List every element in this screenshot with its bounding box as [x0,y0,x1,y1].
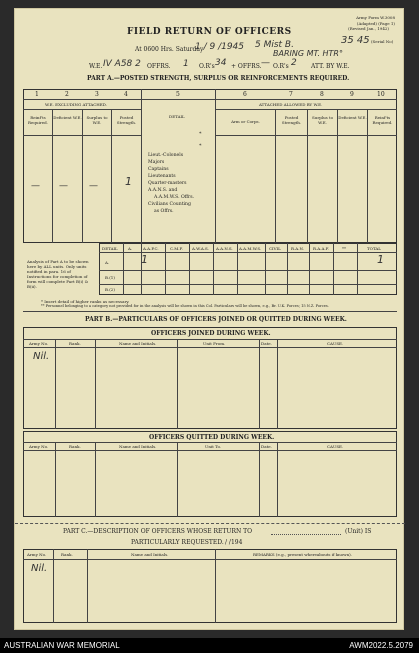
we-excluding-label: W.E. EXCLUDING ATTACHED. [45,102,108,107]
form-ref: Army Form W.3008 [356,15,395,20]
part-c-col-remarks: REMARKS (e.g., present whereabouts if known). [253,552,352,557]
footer-accession: AWM2022.5.2079 [349,641,413,650]
ors-label: O.R's [199,63,215,70]
col-num-3: 3 [95,91,99,98]
plus-offrs-label: + OFFRS. [231,63,262,70]
analysis-col-total: TOTAL [367,246,381,251]
ors2-hw: 2 [291,58,297,68]
footer-source: AUSTRALIAN WAR MEMORIAL [4,641,120,650]
analysis-head: DETAIL [102,246,118,251]
att-label: ATT. BY W.E. [311,63,350,70]
form-note-2: (Revised Jan., 1942) [348,26,389,31]
part-c-col-army-no: Army No. [27,552,47,557]
rank-captains: Captains [148,167,169,172]
ors-hw: 34 [215,58,227,68]
quitted-col-cause: CAUSE. [327,444,344,449]
col-num-10: 10 [377,91,385,98]
part-c-title-unit: (Unit) IS [345,528,372,535]
rank-aamws: A.A.M.W.S. Offrs. [154,195,195,200]
part-b-title: PART B.—PARTICULARS OF OFFICERS JOINED OR QUITTED DURING WEEK. [85,316,347,323]
col-num-8: 8 [320,91,324,98]
part-a-title: PART A.—POSTED STRENGTH, SURPLUS OR REINFORCEMENTS REQUIRED. [87,75,350,82]
quitted-col-date: Date. [261,444,272,449]
part-c-date: / /194 [225,539,243,546]
ors2-label: O.R's [273,63,289,70]
col-num-4: 4 [124,91,128,98]
serial-label: (Serial No) [371,39,394,44]
dash-surplus: — [89,181,98,191]
offrs-label: OFFRS. [147,63,171,70]
we-hw: IV A58 2 [103,59,141,69]
form-page: Army Form W.3008 (Adapted) (Page 1) (Revised Jan., 1942) FIELD RETURN OF OFFICERS 35 45 (Serial No) At 0600 Hrs. Saturday 1 / 9 /1945 5 Mist B. BARING MT. HTR° W.E. IV A58 2 OFFRS. 1 O.R's 34 + OFFRS. — O.R's 2 ATT. BY W.E. PART A.—POSTED STRENGTH, SURPLUS OR REINFORCEMENTS REQUIRED. 1 2 3 4 5 6 7 8 9 10 W.E. EXCLUDING ATTACHED. ATTACHED ALLOWED BY W.E. Reinf'ts Required. Deficient W.E. Surplus to W.E. Posted Strength. DETAIL Arm or Corps. Posted Strength. Surplus to W.E. Deficient W.E. Reinf'ts Required. Lieut.-Colonels Majors Captains Lieutenants Quarter-masters A.A.N.S. and A.A.M.W.S. Offrs. Civilians Counting as Offrs. * * — — — 1 Analysis of Part A to be shown here by ALL units. Only units notified in para. 16 of Instructions for completion of form will complete Part B(i) & B(ii). DETAIL A. A.A.P.C. C.M.F. A.W.A.S. A.A.N.S. A.A.M.W.S. CIVIL R.A.N. R.A.A.F. ** TOTAL A. B.(1) B.(2) 1 1 * Insert detail of higher ranks as necessary. ** Personnel belonging to a category not provided for in the analysis will be shown in this Col. Particulars will be shown, e.g., Br. U.K. Forces; 15 N.Z. Forces. PART B.—PARTICULARS OF OFFICERS JOINED OR QUITTED DURING WEEK. OFFICERS JOINED DURING WEEK. Army No. Rank. Name and Initials. Unit From. Date. CAUSE. Nil. OFFICERS QUITTED DURING WEEK. Army No. Rank. Name and Initials. Unit To. Date. CAUSE. PART C.—DESCRIPTION OF OFFICERS WHOSE RETURN TO (Unit) IS PARTICULARLY REQUESTED. / /194 Army No. Rank. Name and Initials. REMARKS (e.g., present whereabouts if known). Nil. [14,8,404,630]
joined-col-cause: CAUSE. [327,341,344,346]
we-label: W.E. [89,63,103,70]
analysis-col-awas: A.W.A.S. [192,246,209,251]
head-deficient-att: Deficient W.E. [338,115,367,120]
footnote-1: * Insert detail of higher ranks as necessary. [41,299,130,304]
analysis-row-a: A. [105,260,110,265]
at-line: At 0600 Hrs. Saturday [135,46,204,53]
analysis-col-a: A. [128,246,133,251]
head-posted: Posted Strength. [116,115,137,125]
quitted-col-name: Name and Initials. [119,444,157,449]
analysis-col-aapc: A.A.P.C. [143,246,159,251]
posted-strength-hw: 1 [125,175,132,188]
head-arm-corps: Arm or Corps. [231,119,260,124]
head-surplus: Surplus to W.E. [86,115,108,125]
unit-hw: 5 Mist B. [255,40,294,50]
analysis-col-other: ** [342,246,346,251]
footnote-2: ** Personnel belonging to a category not provided for in the analysis will be shown in this Col. Particulars will be shown, e.g., Br. U.K. Forces; 15 N.Z. Forces. [41,304,329,308]
col-num-9: 9 [350,91,354,98]
form-title: FIELD RETURN OF OFFICERS [127,27,292,37]
joined-col-army-no: Army No. [29,341,49,346]
rank-as-offrs: as Offrs. [154,209,174,214]
head-posted-att: Posted Strength. [281,115,302,125]
plus-offrs-hw: — [261,58,270,68]
quitted-title: OFFICERS QUITTED DURING WEEK. [149,434,275,441]
part-c-title-b: PARTICULARLY REQUESTED. [131,539,224,546]
head-reinf-att: Reinf'ts Required. [372,115,393,125]
quitted-col-army-no: Army No. [29,444,49,449]
joined-col-unit: Unit From. [203,341,226,346]
quitted-col-rank: Rank. [69,444,81,449]
quitted-col-unit: Unit To. [205,444,222,449]
rank-quartermasters: Quarter-masters [148,181,187,186]
part-a-table [23,89,397,243]
part-c-col-rank: Rank. [61,552,73,557]
rank-civilians: Civilians Counting [148,202,191,207]
rank-aans: A.A.N.S. and [148,188,178,193]
analysis-col-cmf: C.M.F. [170,246,183,251]
rank-majors: Majors [148,160,165,165]
joined-col-rank: Rank. [69,341,81,346]
part-c-nil-hw: Nil. [31,563,48,574]
archive-footer [0,638,419,653]
rank-list [148,152,194,215]
col-num-2: 2 [65,91,69,98]
analysis-col-raaf: R.A.A.F. [313,246,330,251]
rank-lieutenants: Lieutenants [148,174,176,179]
analysis-row-b2: B.(2) [105,287,115,292]
analysis-total-hw: 1 [377,253,384,266]
col-num-1: 1 [35,91,39,98]
head-deficient: Deficient W.E. [53,115,82,120]
dash-reinf: — [31,181,40,191]
head-reinf: Reinf'ts Required. [28,115,48,125]
head-surplus-att: Surplus to W.E. [312,115,333,125]
analysis-row-b1: B.(1) [105,275,115,280]
col-num-7: 7 [289,91,293,98]
col-num-6: 6 [243,91,247,98]
head-detail: DETAIL [169,114,185,119]
analysis-col-aamws: A.A.M.W.S. [239,246,262,251]
analysis-col-aans: A.A.N.S. [216,246,233,251]
unit-hw-2: BARING MT. HTR° [273,49,343,58]
col-num-5: 5 [176,91,180,98]
analysis-col-civil: CIVIL [269,246,281,251]
joined-title: OFFICERS JOINED DURING WEEK. [151,330,271,337]
part-c-table [23,549,397,623]
joined-col-name: Name and Initials. [119,341,157,346]
date-hw: 1 / 9 /1945 [195,42,245,52]
form-note-1: (Adapted) (Page 1) [356,21,395,26]
analysis-col-ran: R.A.N. [291,246,304,251]
part-c-col-name: Name and Initials. [131,552,169,557]
part-c-title-a: PART C.—DESCRIPTION OF OFFICERS WHOSE RETURN TO [63,528,253,535]
analysis-note: Analysis of Part A to be shown here by ALL units. Only units notified in para. 16 of Instructions for completion of form will complete Part B(i) & B(ii). [27,259,89,289]
dash-deficient: — [59,181,68,191]
offrs-hw: 1 [183,59,189,69]
joined-col-date: Date. [261,341,272,346]
rank-lt-col: Lieut.-Colonels [148,153,184,158]
attached-allowed-label: ATTACHED ALLOWED BY W.E. [259,102,323,107]
joined-nil-hw: Nil. [33,351,50,362]
analysis-a-hw: 1 [141,253,148,266]
serial-value: 35 45 [341,35,370,46]
